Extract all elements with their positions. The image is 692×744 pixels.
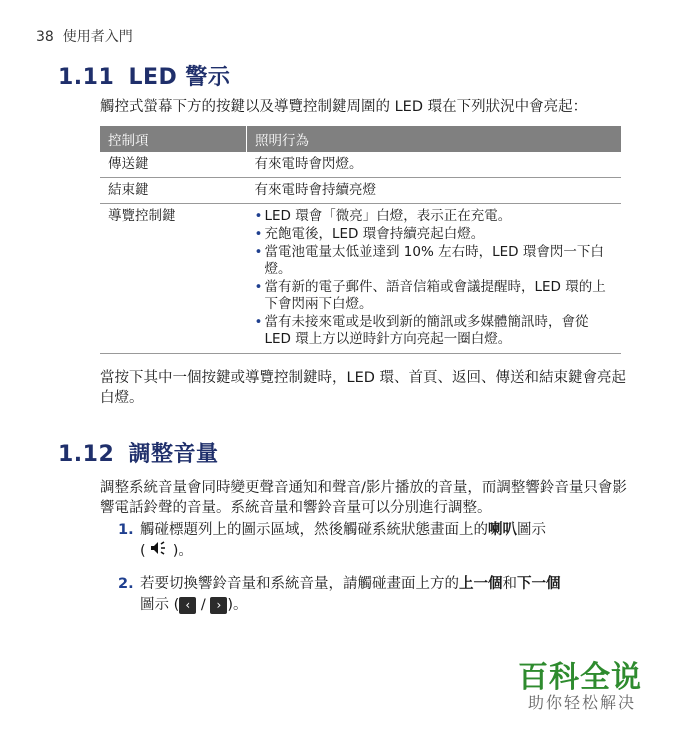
bullet-item: • 當有新的電子郵件、語音信箱或會議提醒時，LED 環的上下會閃兩下白燈。 <box>265 279 614 313</box>
section-title: 調整音量 <box>128 442 219 467</box>
bullet-item: • LED 環會「微亮」白燈，表示正在充電。 <box>265 208 614 225</box>
step-bold-prev: 上一個 <box>459 576 503 592</box>
table-row <box>100 178 621 204</box>
watermark-title: 百科全说 <box>518 660 642 695</box>
cell-control: 傳送鍵 <box>100 152 247 178</box>
bullet-item: • 充飽電後，LED 環會持續亮起白燈。 <box>265 226 614 243</box>
table-header-row <box>100 126 621 152</box>
bullet-item: • 當有未接來電或是收到新的簡訊或多媒體簡訊時，會從 LED 環上方以逆時針方向亮起一圈白燈。 <box>265 314 614 348</box>
step-text: ( <box>140 543 146 559</box>
behavior-bullets <box>255 208 614 348</box>
page-number: 38 <box>36 29 54 45</box>
bullet-item: • 當電池電量太低並達到 10% 左右時，LED 環會閃一下白燈。 <box>265 244 614 278</box>
led-outro: 當按下其中一個按鍵或導覽控制鍵時，LED 環、首頁、返回、傳送和結束鍵會亮起白燈。 <box>100 370 627 406</box>
volume-steps <box>118 520 628 628</box>
cell-control: 結束鍵 <box>100 178 247 204</box>
step-number: 1. <box>118 522 134 538</box>
step-bold-next: 下一個 <box>517 576 561 592</box>
step-text: )。 <box>172 543 193 559</box>
volume-intro: 調整系統音量會同時變更聲音通知和聲音/影片播放的音量，而調整響鈴音量只會影響電話鈴聲的音量。系統音量和響鈴音量可以分別進行調整。 <box>100 480 627 516</box>
cell-behavior: 有來電時會閃燈。 <box>247 152 622 178</box>
led-intro: 觸控式螢幕下方的按鍵以及導覽控制鍵周圍的 LED 環在下列狀況中會亮起： <box>100 99 588 115</box>
chapter-title: 使用者入門 <box>62 29 133 45</box>
table-row <box>100 152 621 178</box>
cell-control: 導覽控制鍵 <box>100 204 247 354</box>
section-heading-led <box>58 60 230 91</box>
step-item <box>118 520 628 562</box>
chevron-right-icon: › <box>210 597 227 614</box>
speaker-icon <box>150 543 172 559</box>
section-heading-volume <box>58 437 218 468</box>
step-text: 若要切換響鈴音量和系統音量，請觸碰畫面上方的 <box>140 576 459 592</box>
column-header-behavior: 照明行為 <box>247 126 622 152</box>
page-header <box>36 26 133 46</box>
table-row <box>100 204 621 354</box>
step-item <box>118 574 628 616</box>
step-text: 和 <box>502 576 517 592</box>
led-table <box>100 126 621 354</box>
column-header-control: 控制項 <box>100 126 247 152</box>
step-text: 圖示 ( <box>140 597 180 613</box>
chevron-left-icon: ‹ <box>179 597 196 614</box>
step-number: 2. <box>118 576 134 592</box>
section-number: 1.11 <box>58 65 115 90</box>
cell-behavior: 有來電時會持續亮燈 <box>247 178 622 204</box>
cell-behavior-list <box>247 204 622 354</box>
step-bold-speaker: 喇叭 <box>488 522 517 538</box>
step-text: 圖示 <box>517 522 546 538</box>
watermark-subtitle: 助你轻松解决 <box>528 693 637 712</box>
step-text: )。 <box>227 597 248 613</box>
step-separator: / <box>196 597 211 613</box>
step-text: 觸碰標題列上的圖示區域，然後觸碰系統狀態畫面上的 <box>140 522 488 538</box>
section-number: 1.12 <box>58 442 115 467</box>
section-title: LED 警示 <box>128 65 231 90</box>
